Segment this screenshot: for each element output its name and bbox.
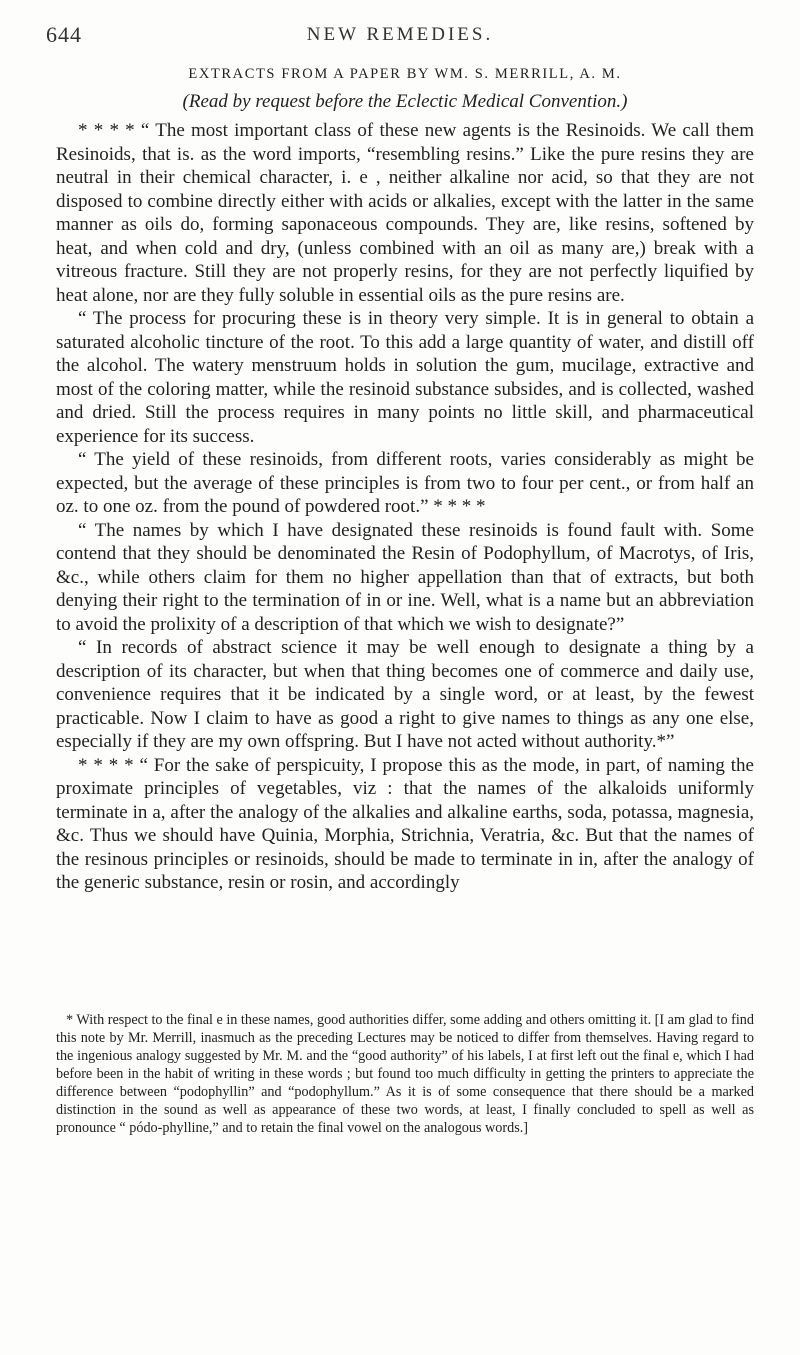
paragraph: “ In records of abstract science it may be well enough to designate a thing by a description of its character, but when that thing becomes one of commerce and daily use, convenience requires that it be indicated by a single word, or at least, by the fewest practicable. Now I claim to have as good a right to give names to things as any one else, especially if they are my own offspring. But I have not acted without authority.*”	[56, 637, 754, 752]
paragraph: * * * * “ For the sake of perspicuity, I propose this as the mode, in part, of naming the proximate principles of vegetables, viz : that the names of the alkaloids uniformly terminate in a, after the analogy of the alkalies and alkaline earths, soda, potassa, magnesia, &c. Thus we should have Quinia, Morphia, Strichnia, Veratria, &c. But that the names of the resinous principles or resinoids, should be made to terminate in in, after the analogy of the generic substance, resin or rosin, and accordingly	[56, 754, 754, 893]
footnote: * With respect to the final e in these names, good authorities differ, some adding and others omitting it. [I am glad to find this note by Mr. Merrill, inasmuch as the preceding Lectures may be noticed to differ from themselves. Having regard to the ingenious analogy suggested by Mr. M. and the “good authority” of his labels, I at first left out the final e, which I had before been in the habit of writing in these words ; but found too much difficulty in getting the printers to appreciate the difference between “podophyllin” and “podophyllum.” As it is of some consequence that there should be a marked distinction in the sound as well as appearance of these two words, at least, I finally concluded to spell as well as pronounce “ pódo-phylline,” and to retain the final vowel on the analogous words.]	[56, 1012, 754, 1136]
paragraph: “ The process for procuring these is in theory very simple. It is in general to obtain a saturated alcoholic tincture of the root. To this add a large quantity of water, and distill off the alcohol. The watery menstruum holds in solution the gum, mucilage, extractive and most of the coloring matter, while the resinoid substance subsides, and is collected, washed and dried. Still the process requires in many points no little skill, and pharmaceutical experience for its success.	[56, 308, 754, 447]
paragraph: “ The names by which I have designated these resinoids is found fault with. Some contend that they should be denominated the Resin of Podophyllum, of Macrotys, of Iris, &c., while others claim for them no higher appellation than that of extracts, but both denying their right to the termination of in or ine. Well, what is a name but an abbreviation to avoid the prolixity of a description of that which we wish to designate?”	[56, 519, 754, 635]
article-subheading: (Read by request before the Eclectic Medical Convention.)	[182, 91, 628, 112]
paragraph: “ The yield of these resinoids, from different roots, varies considerably as might be expected, but the average of these principles is from two to four per cent., or from half an oz. to one oz. from the pound of powdered root.” * * * *	[56, 449, 754, 517]
page-number: 644	[46, 22, 82, 47]
article-heading: EXTRACTS FROM A PAPER BY WM. S. MERRILL, A. M.	[188, 66, 622, 82]
running-title: NEW REMEDIES.	[306, 24, 494, 45]
article-body	[56, 66, 754, 895]
paragraph: * * * * “ The most important class of these new agents is the Resinoids. We call them Resinoids, that is. as the word imports, “resembling resins.” Like the pure resins they are neutral in their chemical character, i. e , neither alkaline nor acid, so that they are not disposed to combine directly either with acids or alkalies, except with the latter in the same manner as oils do, forming saponaceous compounds. They are, like resins, softened by heat, and when cold and dry, (unless combined with an oil as many are,) break with a vitreous fracture. Still they are not properly resins, for they are not perfectly liquified by heat alone, nor are they fully soluble in essential oils as the pure resins are.	[56, 120, 754, 306]
